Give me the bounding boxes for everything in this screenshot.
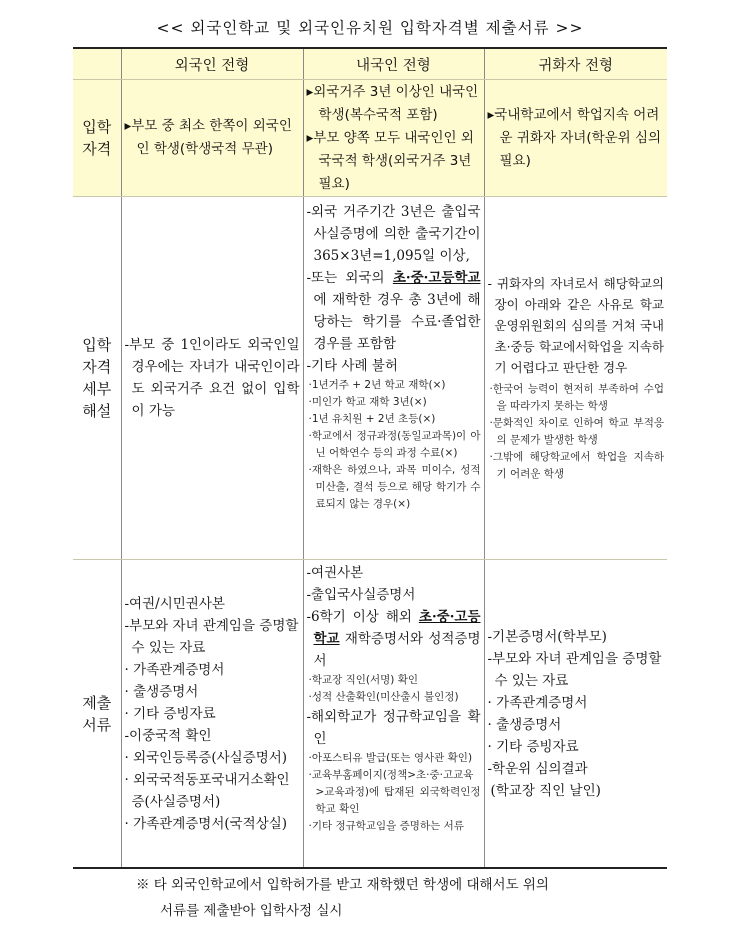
korean-documents-transcript-clause: -6학기 이상 해외 초·중·고등학교 재학증명서와 성적증명서 bbox=[306, 609, 481, 669]
row-label-admission-qualification: 입학 자격 bbox=[73, 80, 121, 197]
header-korean-track: 내국인 전형 bbox=[303, 48, 484, 80]
table-row-admission-qualification bbox=[73, 80, 667, 197]
row-label-required-documents: 제출 서류 bbox=[73, 560, 121, 869]
document-title: << 외국인학교 및 외국인유치원 입학자격별 제출서류 >> bbox=[156, 19, 584, 37]
cell-naturalized-qualification: ▸국내학교에서 학업지속 어려운 귀화자 자녀(학운위 심의필요) bbox=[484, 80, 667, 197]
cell-korean-qualification: ▸외국거주 3년 이상인 내국인학생(복수국적 포함) ▸부모 양쪽 모두 내국인인 외국국적 학생(외국거주 3년 필요) bbox=[303, 80, 484, 197]
cell-foreigner-qualification: ▸부모 중 최소 한쪽이 외국인인 학생(학생국적 무관) bbox=[121, 80, 303, 197]
cell-naturalized-details: - 귀화자의 자녀로서 해당학교의 장이 아래와 같은 사유로 학교운영위원회의 심의를 거쳐 국내 초·중등 학교에서학업을 지속하기 어렵다고 판단한 경우 ·한국어 능력이 현저히 부족하여 수업을 따라가지 못하는 학생 ·문화적인 차이로 인하여 학교 부적응의 문제가 발생한 학생 ·그밖에 해당학교에서 학업을 지속하기 어려운 학생 bbox=[484, 197, 667, 560]
table-row-required-documents bbox=[73, 560, 667, 869]
cell-korean-details: -외국 거주기간 3년은 출입국 사실증명에 의한 출국기간이 365×3년=1,095일 이상, -또는 외국의 초·중·고등학교에 재학한 경우 총 3년에 해당하는 학기를 수료·졸업한 경우를 포함함 -기타 사례 불허 ·1년거주 + 2년 학교 재학(×) ·미인가 학교 재학 3년(×) ·1년 유치원 + 2년 초등(×) ·학교에서 정규과정(동일교과목)이 아닌 어학연수 등의 과정 수료(×) ·재학은 하였으나, 과목 미이수, 성적미산출, 결석 등으로 해당 학기가 수료되지 않는 경우(×) bbox=[303, 197, 484, 560]
table-row-qualification-details bbox=[73, 197, 667, 560]
korean-details-school-clause: -또는 외국의 초·중·고등학교에 재학한 경우 총 3년에 해당하는 학기를 수료·졸업한 경우를 포함함 bbox=[306, 270, 481, 352]
footnote-line-1: ※ 타 외국인학교에서 입학허가를 받고 재학했던 학생에 대해서도 위의 bbox=[136, 877, 549, 893]
admission-documents-table bbox=[73, 47, 667, 869]
header-foreigner-track: 외국인 전형 bbox=[121, 48, 303, 80]
naturalized-details-cases: ·한국어 능력이 현저히 부족하여 수업을 따라가지 못하는 학생 ·문화적인 차이로 인하여 학교 부적응의 문제가 발생한 학생 ·그밖에 해당학교에서 학업을 지속하기 어려운 학생 bbox=[489, 383, 664, 480]
row-label-qualification-details: 입학 자격 세부 해설 bbox=[73, 197, 121, 560]
header-corner bbox=[73, 48, 121, 80]
table-header-row bbox=[73, 48, 667, 80]
footnote bbox=[136, 872, 676, 924]
cell-naturalized-documents: -기본증명서(학부모) -부모와 자녀 관계임을 증명할수 있는 자료 · 가족관계증명서 · 출생증명서 · 기타 증빙자료 -학운위 심의결과 (학교장 직인 날인) bbox=[484, 560, 667, 869]
cell-foreigner-details: -부모 중 1인이라도 외국인일 경우에는 자녀가 내국인이라도 외국거주 요건 없이 입학이 가능 bbox=[121, 197, 303, 560]
korean-details-rejected-cases: ·1년거주 + 2년 학교 재학(×) ·미인가 학교 재학 3년(×) ·1년 유치원 + 2년 초등(×) ·학교에서 정규과정(동일교과목)이 아닌 어학연수 등의 과정 수료(×) ·재학은 하였으나, 과목 미이수, 성적미산출, 결석 등으로 해당 학기가 수료되지 않는 경우(×) bbox=[308, 379, 481, 510]
header-naturalized-track: 귀화자 전형 bbox=[484, 48, 667, 80]
cell-foreigner-documents: -여권/시민권사본 -부모와 자녀 관계임을 증명할수 있는 자료 · 가족관계증명서 · 출생증명서 · 기타 증빙자료 -이중국적 확인 · 외국인등록증(사실증명서) · 외국국적동포국내거소확인증(사실증명서) · 가족관계증명서(국적상실) bbox=[121, 560, 303, 869]
footnote-line-2: 서류를 제출받아 입학사정 실시 bbox=[160, 903, 343, 919]
cell-korean-documents: -여권사본 -출입국사실증명서 -6학기 이상 해외 초·중·고등학교 재학증명서와 성적증명서 ·학교장 직인(서명) 확인 ·성적 산출확인(미산출시 불인정) -해외학교가 정규학교임을 확인 ·아포스티유 발급(또는 영사관 확인) ·교육부홈페이지(정책>초·중·고교육>교육과정)에 탑재된 외국학력인정학교 확인 ·기타 정규학교임을 증명하는 서류 bbox=[303, 560, 484, 869]
